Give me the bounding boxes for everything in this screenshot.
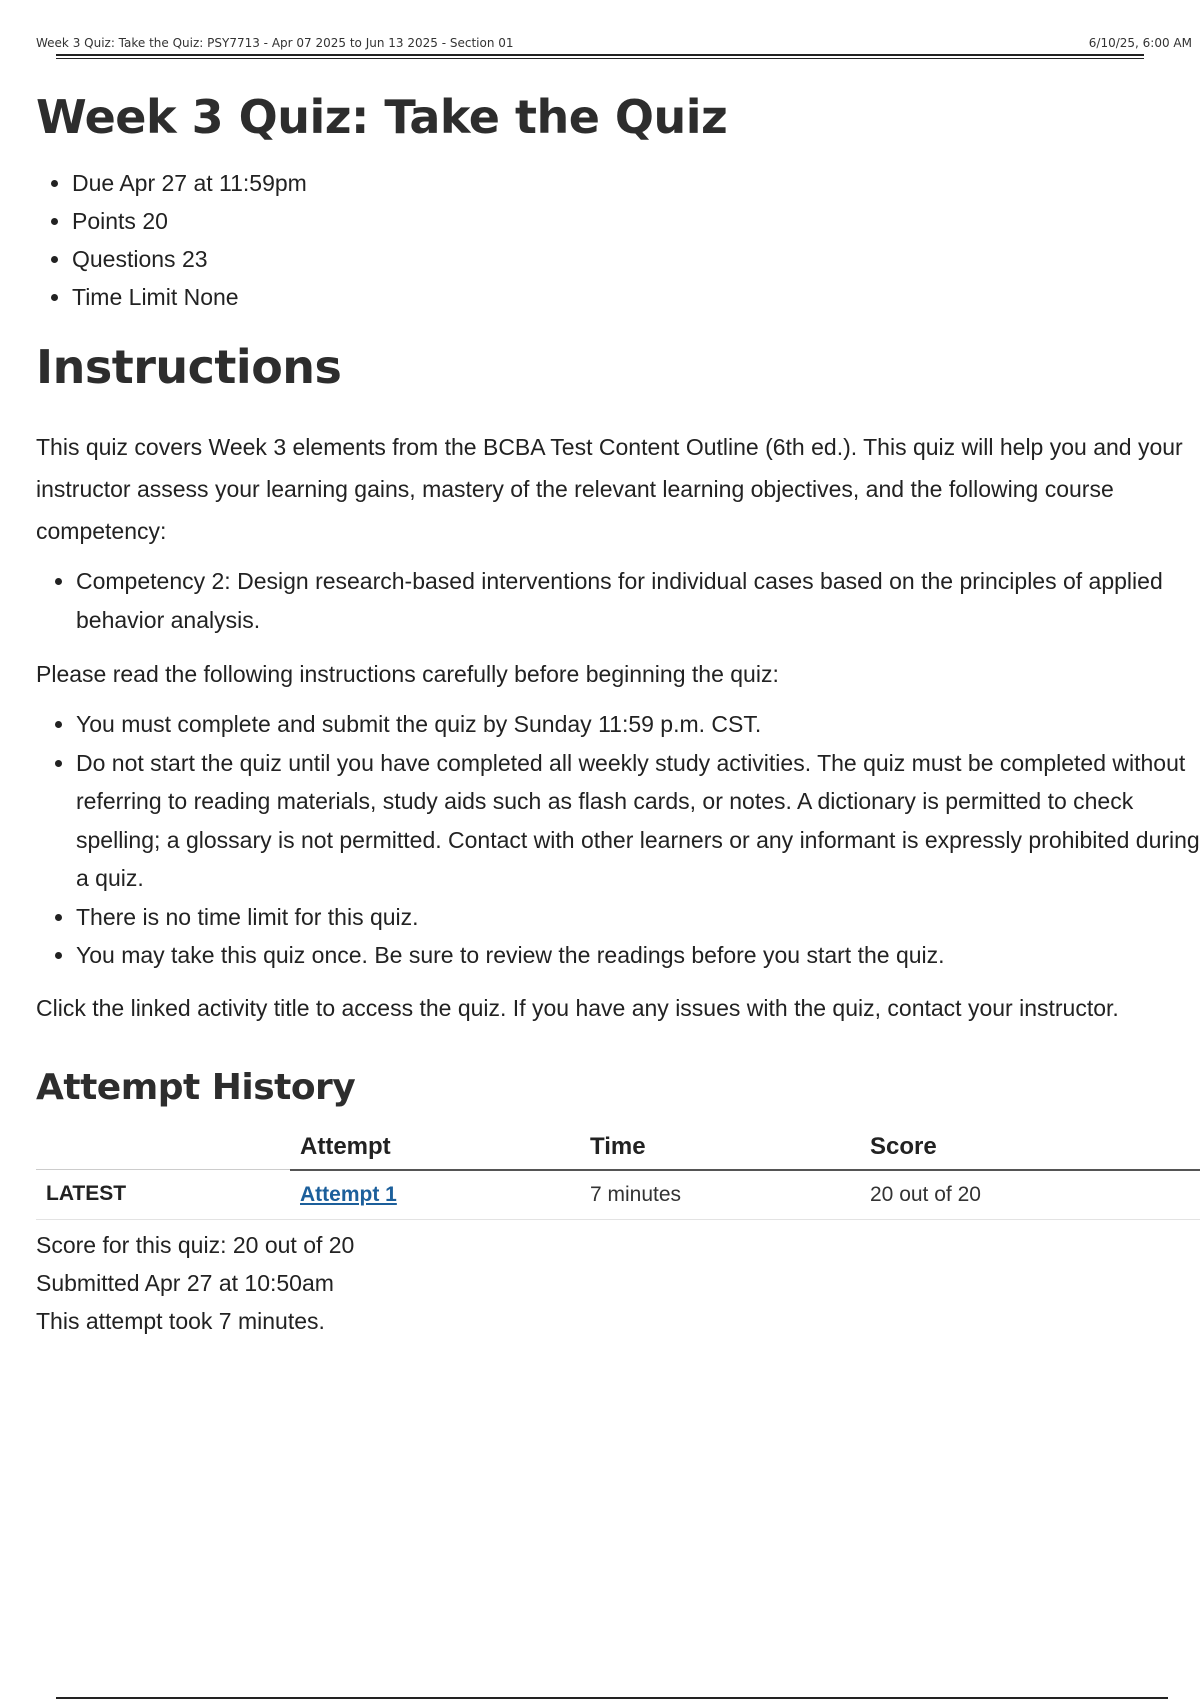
- page-title: Week 3 Quiz: Take the Quiz: [36, 90, 728, 144]
- attempt-time: 7 minutes: [580, 1170, 860, 1220]
- quiz-score-text: Score for this quiz: 20 out of 20: [36, 1231, 355, 1258]
- print-header-timestamp: 6/10/25, 6:00 AM: [1088, 36, 1192, 50]
- attempt-score: 20 out of 20: [860, 1170, 1200, 1220]
- header-divider: [56, 54, 1144, 56]
- column-header-score: Score: [860, 1127, 1200, 1170]
- detail-points: • Points 20: [72, 202, 1200, 240]
- instructions-heading: Instructions: [36, 340, 342, 394]
- rule-item: • You may take this quiz once. Be sure to review the readings before you start the quiz.: [76, 936, 1200, 975]
- rule-item: • You must complete and submit the quiz by Sunday 11:59 p.m. CST.: [76, 705, 1200, 744]
- detail-due: • Due Apr 27 at 11:59pm: [72, 164, 1200, 202]
- quiz-page: [36, 86, 1200, 1340]
- print-header-title: Week 3 Quiz: Take the Quiz: PSY7713 - Apr 07 2025 to Jun 13 2025 - Section 01: [36, 36, 514, 50]
- instructions-prompt: Please read the following instructions carefully before beginning the quiz:: [36, 661, 779, 687]
- detail-questions: • Questions 23: [72, 240, 1200, 278]
- attempt-history-table: [36, 1127, 1200, 1220]
- attempt-summary: [36, 1226, 1200, 1340]
- table-row: [36, 1170, 1200, 1220]
- rule-item: • Do not start the quiz until you have completed all weekly study activities. The quiz must be completed without referring to reading materials, study aids such as flash cards, or notes. A dictionary is permitted to check spelling; a glossary is not permitted. Contact with other learners or any informant is expressly prohibited during a quiz.: [76, 744, 1200, 898]
- instructions-closing: Click the linked activity title to access the quiz. If you have any issues with the quiz, contact your instructor.: [36, 994, 1119, 1021]
- print-header: [36, 36, 1192, 54]
- footer-divider: [56, 1697, 1168, 1699]
- table-header-row: [36, 1127, 1200, 1170]
- latest-label: LATEST: [36, 1170, 290, 1220]
- rule-item: • There is no time limit for this quiz.: [76, 898, 1200, 937]
- quiz-details: [36, 164, 1200, 316]
- attempt-history-heading: Attempt History: [36, 1066, 356, 1108]
- header-divider-thin: [56, 58, 1144, 59]
- submitted-text: Submitted Apr 27 at 10:50am: [36, 1269, 334, 1296]
- column-header-time: Time: [580, 1127, 860, 1170]
- attempt-cell: [290, 1170, 580, 1220]
- competency-list: [36, 562, 1200, 639]
- rules-list: [36, 705, 1200, 975]
- attempt-link[interactable]: Attempt 1: [300, 1182, 397, 1206]
- instructions-intro: This quiz covers Week 3 elements from the BCBA Test Content Outline (6th ed.). This quiz will help you and your instructor assess your learning gains, mastery of the relevant learning objectives, and the following course competency:: [36, 434, 1183, 544]
- duration-text: This attempt took 7 minutes.: [36, 1307, 325, 1334]
- table-header-blank: [36, 1127, 290, 1170]
- detail-time-limit: • Time Limit None: [72, 278, 1200, 316]
- competency-item: • Competency 2: Design research-based interventions for individual cases based on the principles of applied behavior analysis.: [76, 562, 1200, 639]
- column-header-attempt: Attempt: [290, 1127, 580, 1170]
